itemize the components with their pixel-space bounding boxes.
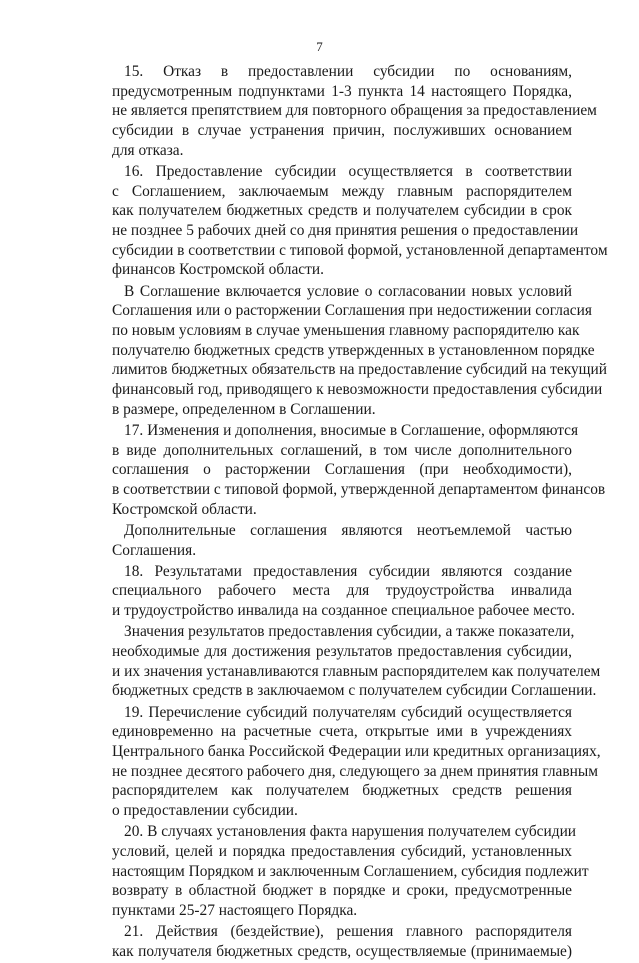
text-line: В Соглашение включается условие о согласовании новых условий — [124, 282, 572, 300]
text-line: как получателя бюджетных средств, осуществляемые (принимаемые) — [112, 942, 572, 960]
paragraph — [112, 562, 575, 621]
text-line: лимитов бюджетных обязательств на предоставление субсидий на текущий — [112, 361, 607, 379]
paragraph — [112, 703, 601, 821]
page-number: 7 — [316, 39, 323, 54]
text-line: в размере, определенном в Соглашении. — [112, 400, 376, 418]
text-line: не является препятствием для повторного обращения за предоставлением — [112, 102, 597, 120]
text-line: не позднее 5 рабочих дней со дня принятия решения о предоставлении — [112, 222, 579, 239]
text-line: возврату в областной бюджет в порядке и сроки, предусмотренные — [112, 882, 572, 900]
text-line: для отказа. — [112, 141, 184, 159]
text-line: 18. Результатами предоставления субсидии являются создание — [124, 562, 572, 580]
text-line: субсидии в случае устранения причин, послуживших основанием — [112, 122, 572, 140]
text-line: специального рабочего места для трудоустройства инвалида — [112, 582, 572, 600]
paragraph — [112, 282, 607, 420]
text-line: единовременно на расчетные счета, открытые ими в учреждениях — [112, 723, 572, 741]
paragraph — [112, 421, 606, 519]
text-line: по новым условиям в случае уменьшения главному распорядителю как — [112, 321, 580, 339]
text-line: необходимые для достижения результатов предоставления субсидии, — [112, 642, 572, 660]
text-line: Значения результатов предоставления субсидии, а также показатели, — [124, 623, 575, 641]
text-line: Костромской области. — [112, 500, 257, 518]
text-line: Центрального банка Российской Федерации или кредитных организациях, — [112, 742, 601, 760]
text-line: как получателем бюджетных средств и получателем субсидии в срок — [112, 202, 572, 220]
text-line: распорядителем как получателем бюджетных средств решения — [112, 782, 572, 800]
text-line: не позднее десятого рабочего дня, следующего за днем принятия главным — [112, 762, 598, 780]
text-line: финансов Костромской области. — [112, 261, 324, 279]
text-line: бюджетных средств в заключаемом с получателем субсидии Соглашении. — [112, 682, 597, 700]
text-line: Дополнительные соглашения являются неотъемлемой частью — [124, 521, 572, 539]
text-line: 21. Действия (бездействие), решения главного распорядителя — [124, 923, 572, 941]
text-line: в виде дополнительных соглашений, в том числе дополнительного — [112, 441, 572, 459]
text-line: с Соглашением, заключаемым между главным распорядителем — [112, 182, 572, 200]
text-line: Соглашения или о расторжении Соглашения при недостижении согласия — [112, 302, 592, 320]
text-line: условий, целей и порядка предоставления субсидий, установленных — [112, 842, 572, 860]
text-line: финансовый год, приводящего к невозможности предоставления субсидии — [112, 381, 603, 398]
text-line: 17. Изменения и дополнения, вносимые в Соглашение, оформляются — [124, 421, 579, 439]
text-line: 20. В случаях установления факта нарушения получателем субсидии — [124, 823, 577, 841]
paragraph — [112, 521, 572, 560]
document-body — [112, 62, 608, 963]
text-line: и трудоустройство инвалида на созданное специальное рабочее место. — [112, 602, 575, 620]
paragraph — [112, 922, 572, 961]
text-line: предусмотренным подпунктами 1-3 пункта 14 настоящего Порядка, — [112, 82, 572, 100]
paragraph — [112, 822, 589, 920]
text-line: субсидии в соответствии с типовой формой, установленной департаментом — [112, 241, 608, 259]
text-line: 16. Предоставление субсидии осуществляется в соответствии — [124, 162, 572, 180]
paragraph — [112, 622, 601, 701]
text-line: о предоставлении субсидии. — [112, 801, 298, 819]
text-line: 19. Перечисление субсидий получателям субсидий осуществляется — [124, 703, 572, 721]
text-line: соглашения о расторжении Соглашения (при необходимости), — [112, 461, 572, 479]
text-line: настоящим Порядком и заключенным Соглашением, субсидия подлежит — [112, 862, 589, 880]
paragraph — [112, 62, 597, 160]
text-line: 15. Отказ в предоставлении субсидии по основаниям, — [124, 63, 572, 80]
paragraph — [112, 162, 608, 280]
text-line: пунктами 25-27 настоящего Порядка. — [112, 901, 358, 919]
text-line: получателю бюджетных средств утвержденных в установленном порядке — [112, 341, 595, 359]
text-line: Соглашения. — [112, 541, 197, 559]
text-line: и их значения устанавливаются главным распорядителем как получателем — [112, 662, 601, 680]
text-line: в соответствии с типовой формой, утвержденной департаментом финансов — [112, 480, 606, 498]
